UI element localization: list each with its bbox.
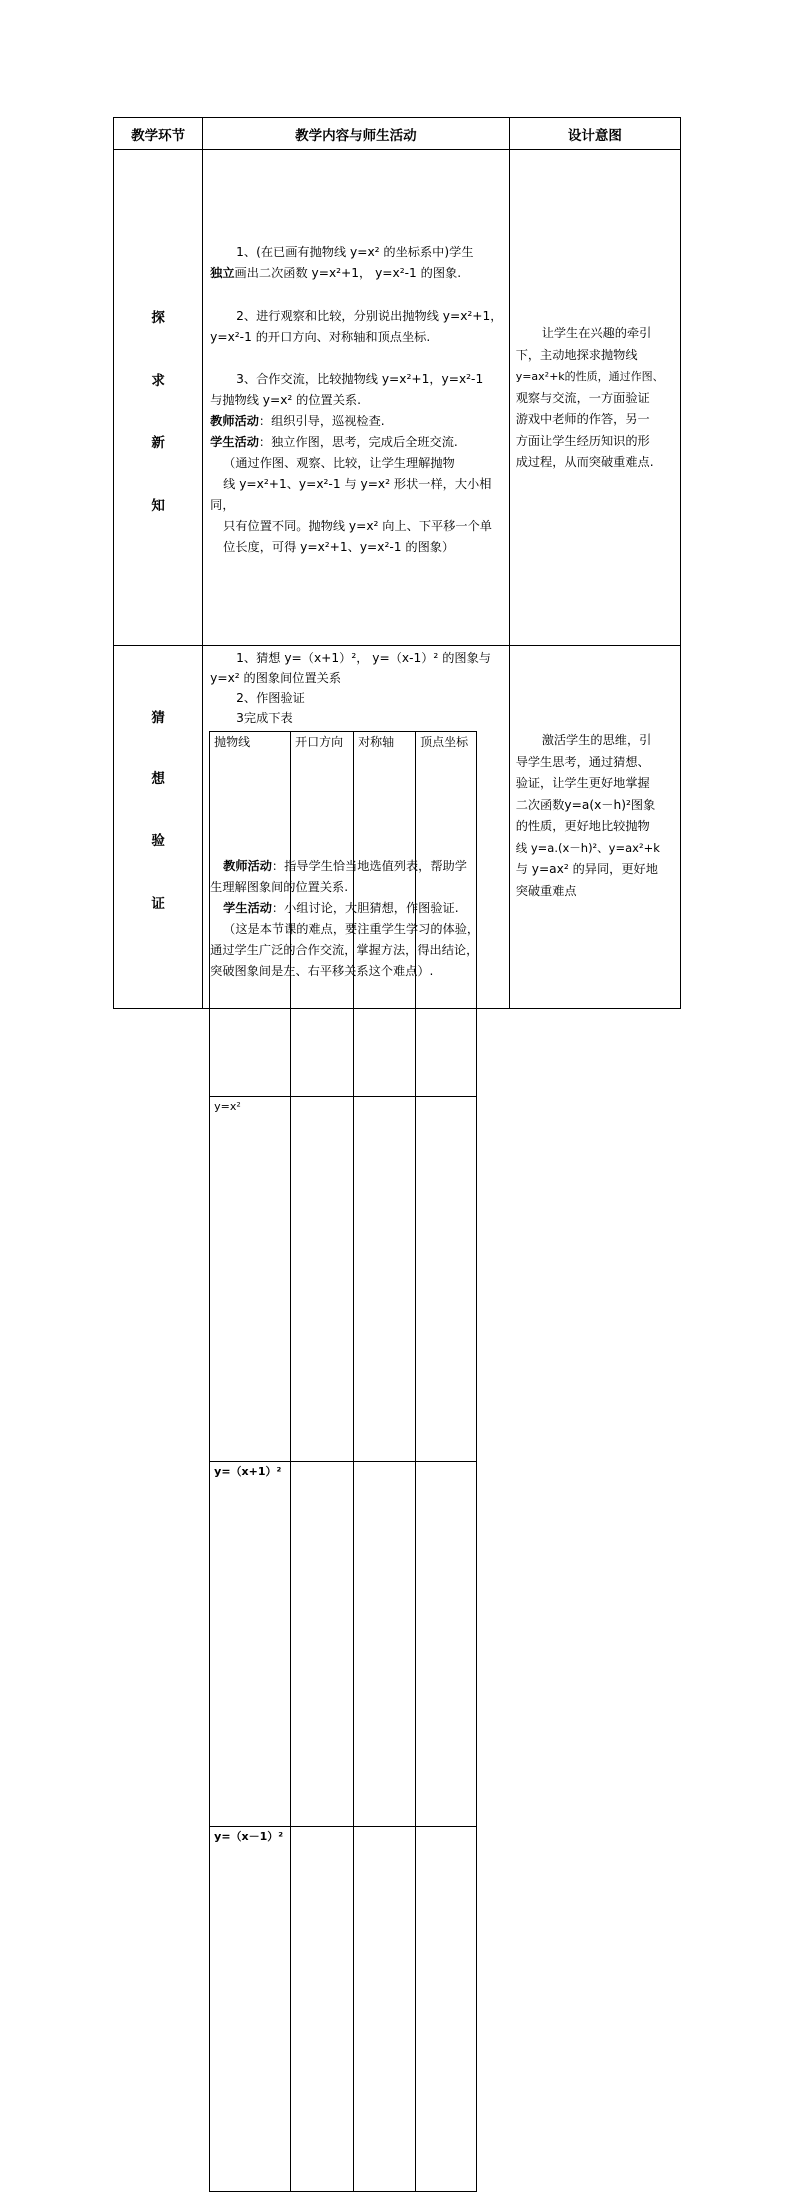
- row-label: y=（x－1）²: [210, 1827, 291, 2192]
- student-activity: [210, 432, 506, 453]
- table-header-row: [114, 118, 681, 150]
- step-2-line: 2、进行观察和比较，分别说出抛物线 y=x²+1，: [236, 309, 503, 323]
- design-line: 成过程，从而突破重难点.: [515, 455, 654, 469]
- note-line: 突破图象间是左、右平移关系这个难点）.: [210, 964, 434, 978]
- th-axis: 对称轴: [354, 732, 416, 1097]
- guess-step-1: 1、猜想 y=（x+1）²， y=（x-1）² 的图象与: [236, 651, 491, 665]
- design-line: 导学生思考，通过猜想、: [515, 754, 650, 769]
- design-explore: [509, 150, 680, 646]
- teacher-activity-text: ：组织引导，巡视检查.: [258, 414, 385, 428]
- note-line: 位长度，可得 y=x²+1、y=x²-1 的图象）: [223, 540, 455, 554]
- guess-step-3: 3完成下表: [236, 711, 293, 725]
- stage-char: 探: [151, 310, 165, 326]
- stage-char: 验: [151, 833, 165, 849]
- design-line: 激活学生的思维，引: [541, 733, 652, 747]
- note-line: 线 y=x²+1、y=x²-1 与 y=x² 形状一样，大小相同，: [210, 477, 492, 512]
- stage-char: 想: [151, 771, 165, 787]
- teacher-activity: [210, 856, 506, 877]
- student-activity-text: ：独立作图，思考，完成后全班交流.: [258, 435, 458, 449]
- design-line: 下，主动地探求抛物线: [515, 347, 638, 362]
- table-cell[interactable]: [416, 1462, 477, 1827]
- student-activity: [210, 898, 506, 919]
- table-cell[interactable]: [291, 1827, 354, 2192]
- header-design: 设计意图: [509, 118, 680, 150]
- design-text: [516, 730, 676, 902]
- table-row: [210, 1097, 477, 1462]
- note-line: 只有位置不同。抛物线 y=x² 向上、下平移一个单: [223, 519, 492, 533]
- teacher-activity-label: 教师活动: [223, 859, 272, 873]
- design-text: [516, 323, 676, 474]
- note-line: 通过学生广泛的合作交流，掌握方法，得出结论，: [210, 943, 479, 957]
- design-line: 与 y=ax² 的异同，更好地: [515, 862, 658, 876]
- design-guess: [509, 646, 680, 1009]
- content-guess: [203, 646, 510, 1843]
- guess-step-1b: y=x² 的图象间位置关系: [210, 671, 342, 685]
- design-line: 线 y=a.(x－h)²、y=ax²+k: [515, 840, 660, 855]
- step-1-line: 1、(在已画有抛物线 y=x² 的坐标系中)学生: [236, 245, 474, 259]
- note-line: （这是本节课的难点，要注重学生学习的体验，: [223, 922, 480, 936]
- table-cell[interactable]: [291, 1097, 354, 1462]
- design-line: 突破重难点: [515, 883, 577, 898]
- teacher-activity-text: ：指导学生恰当地选值列表，帮助学: [271, 859, 467, 873]
- table-row: [210, 1462, 477, 1827]
- step-3-line: 3、合作交流，比较抛物线 y=x²+1，y=x²-1: [236, 372, 484, 386]
- teacher-activity-label: 教师活动: [210, 414, 259, 428]
- design-line: 让学生在兴趣的牵引: [541, 326, 652, 340]
- design-line: 方面让学生经历知识的形: [515, 433, 650, 448]
- table-cell[interactable]: [416, 1827, 477, 2192]
- table-cell[interactable]: [354, 1097, 416, 1462]
- stage-label-guess: [114, 646, 203, 1009]
- stage-char: 求: [151, 373, 165, 389]
- table-cell[interactable]: [416, 1097, 477, 1462]
- stage-char: 知: [151, 498, 165, 514]
- design-line: 游戏中老师的作答，另一: [515, 412, 650, 426]
- step-2-line2: y=x²-1 的开口方向、对称轴和顶点坐标.: [210, 330, 431, 344]
- table-cell[interactable]: [354, 1827, 416, 2192]
- stage-char: 猜: [151, 710, 165, 726]
- th-opening: 开口方向: [291, 732, 354, 1097]
- design-line: 观察与交流，一方面验证: [515, 390, 650, 405]
- teacher-activity-text2: 生理解图象间的位置关系.: [210, 880, 349, 894]
- stage-char: 新: [151, 435, 165, 451]
- step-3-line2: 与抛物线 y=x² 的位置关系.: [210, 393, 361, 407]
- lesson-plan-table: [113, 117, 681, 1843]
- stage-char: 证: [151, 896, 165, 912]
- design-line: 二次函数y=a(x－h)²图象: [515, 797, 656, 812]
- header-content: 教学内容与师生活动: [203, 118, 510, 150]
- design-line: 的性质，更好地比较抛物: [515, 819, 650, 833]
- teacher-activity: [210, 411, 506, 432]
- table-cell[interactable]: [354, 1462, 416, 1827]
- stage-label-explore: [114, 150, 203, 646]
- section-explore-row: [114, 150, 681, 646]
- content-explore: [203, 150, 510, 646]
- student-activity-text: ：小组讨论，大胆猜想，作图验证.: [271, 901, 459, 915]
- section-guess-row: [114, 646, 681, 1009]
- row-label: y=（x+1）²: [210, 1462, 291, 1827]
- design-line: 验证，让学生更好地掌握: [515, 776, 650, 790]
- table-cell[interactable]: [291, 1462, 354, 1827]
- step-1-line2: [210, 263, 506, 284]
- student-activity-label: 学生活动: [223, 901, 272, 915]
- th-vertex: 顶点坐标: [416, 732, 477, 1097]
- student-activity-label: 学生活动: [210, 435, 259, 449]
- row-label: y=x²: [210, 1097, 291, 1462]
- note-line: （通过作图、观察、比较，让学生理解抛物: [223, 456, 455, 470]
- header-stage: 教学环节: [114, 118, 203, 150]
- bold-word: 独立: [210, 266, 235, 280]
- guess-step-2: 2、作图验证: [236, 691, 305, 705]
- table-row: [210, 1827, 477, 2192]
- step-1-rest: 画出二次函数 y=x²+1， y=x²-1 的图象.: [234, 266, 462, 280]
- th-parabola: 抛物线: [210, 732, 291, 1097]
- design-line: y=ax²+k的性质，通过作图、: [515, 370, 664, 383]
